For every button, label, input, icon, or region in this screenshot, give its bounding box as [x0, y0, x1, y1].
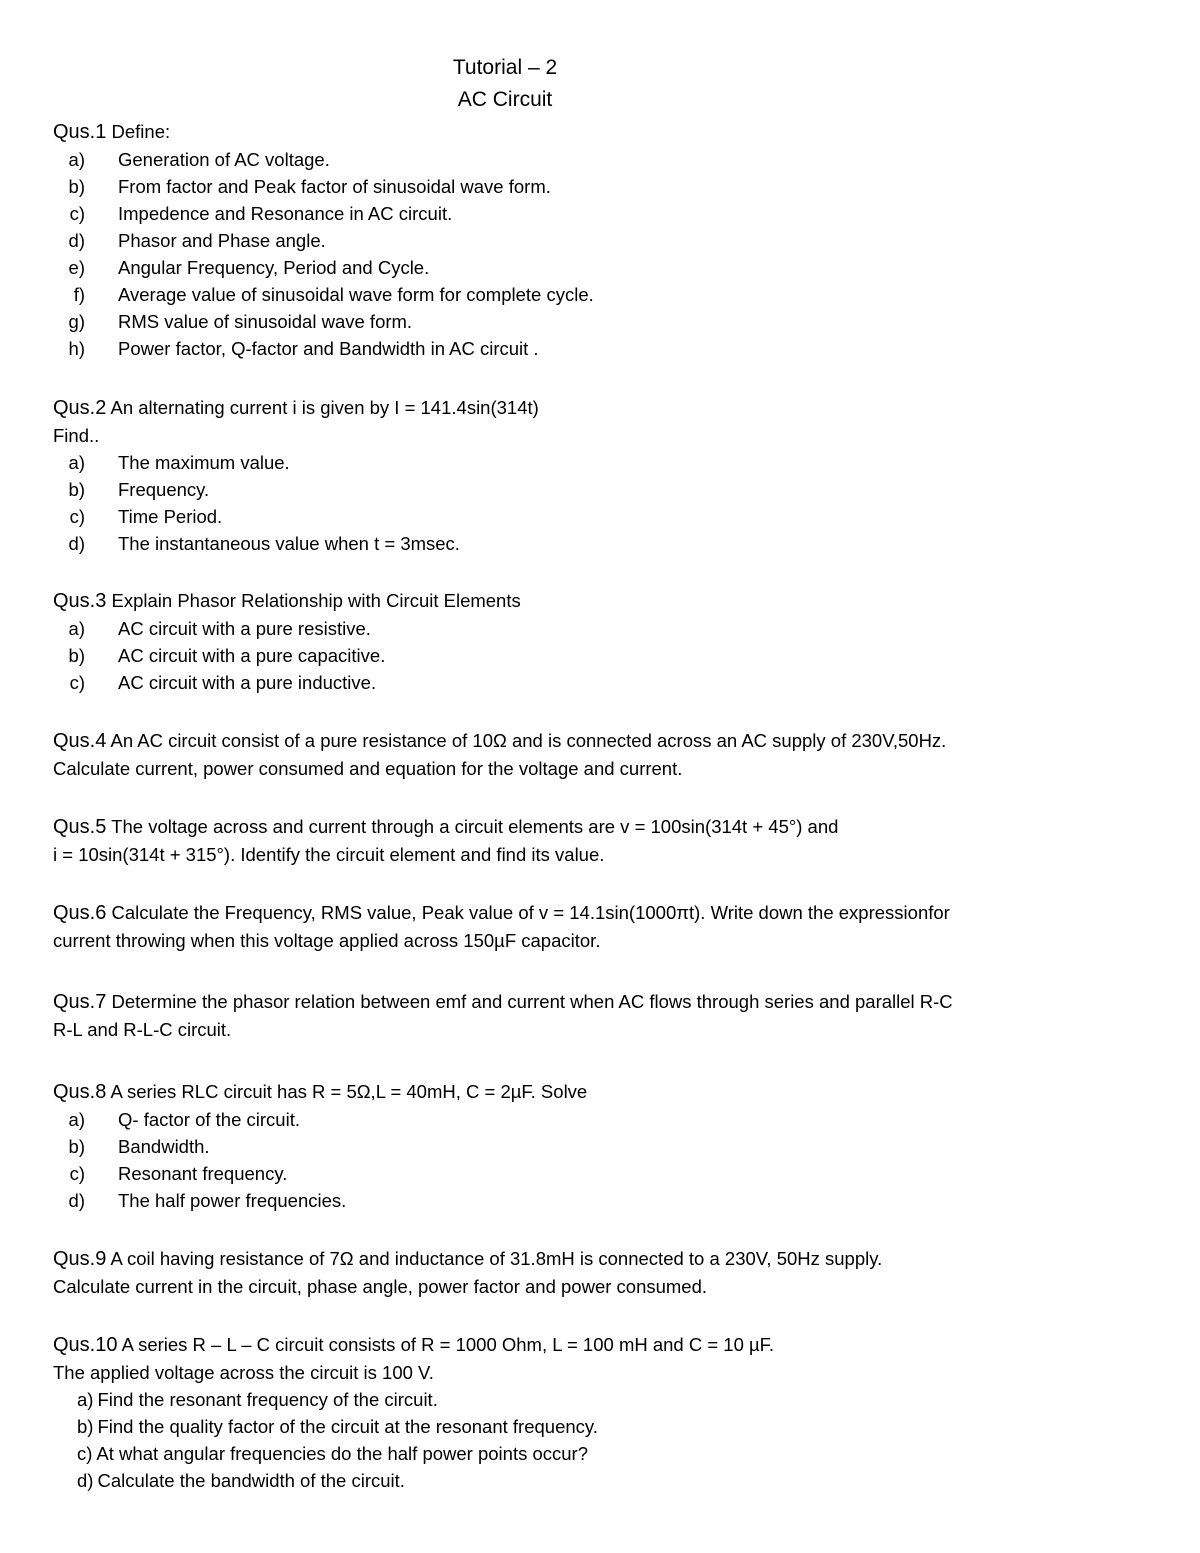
question-number: Qus.5	[53, 816, 107, 838]
list-item: g) RMS value of sinusoidal wave form.	[68, 311, 413, 332]
list-item: a) Generation of AC voltage.	[68, 149, 330, 170]
question-text-line2: Calculate current, power consumed and equation for the voltage and current.	[53, 758, 683, 779]
question-number: Qus.6	[53, 902, 107, 924]
question-number: Qus.9	[53, 1248, 107, 1270]
list-item: a) Find the resonant frequency of the circuit.	[77, 1389, 438, 1410]
question-number: Qus.4	[53, 730, 107, 752]
question-text: Determine the phasor relation between emf and current when AC flows through series and parallel R-C	[111, 991, 953, 1012]
question-text: A series RLC circuit has R = 5Ω,L = 40mH, C = 2µF. Solve	[110, 1081, 588, 1102]
list-item: h) Power factor, Q-factor and Bandwidth in AC circuit .	[68, 338, 539, 359]
question-text-line2: R-L and R-L-C circuit.	[53, 1019, 232, 1040]
list-item: f) Average value of sinusoidal wave form for complete cycle.	[73, 284, 594, 305]
list-item: d) The half power frequencies.	[68, 1190, 347, 1211]
question-text-line2: current throwing when this voltage applied across 150µF capacitor.	[53, 930, 601, 951]
sub-question-list	[53, 146, 1133, 362]
question-text: Define:	[111, 121, 171, 142]
list-item: c) AC circuit with a pure inductive.	[69, 672, 377, 693]
question-text-line2: Find..	[53, 425, 100, 446]
question-number: Qus.2	[53, 397, 107, 419]
list-item: b) Bandwidth.	[68, 1136, 210, 1157]
list-item: b) Frequency.	[68, 479, 210, 500]
list-item: e) Angular Frequency, Period and Cycle.	[68, 257, 430, 278]
list-item: c) Resonant frequency.	[69, 1163, 288, 1184]
question-2	[53, 394, 1133, 557]
question-6	[53, 899, 1133, 954]
question-3	[53, 587, 1133, 696]
question-9	[53, 1245, 1133, 1300]
sub-question-list	[53, 615, 1133, 696]
question-5	[53, 813, 1133, 868]
question-text-line2: Calculate current in the circuit, phase angle, power factor and power consumed.	[53, 1276, 708, 1297]
list-item: b) Find the quality factor of the circuit at the resonant frequency.	[77, 1416, 598, 1437]
question-4	[53, 727, 1133, 782]
question-text: An alternating current i is given by I = 141.4sin(314t)	[110, 397, 539, 418]
question-1	[53, 118, 1133, 362]
list-item: d) The instantaneous value when t = 3msec.	[68, 533, 460, 554]
question-number: Qus.7	[53, 991, 107, 1013]
list-item: c) Time Period.	[69, 506, 223, 527]
list-item: a) The maximum value.	[68, 452, 290, 473]
question-text: Explain Phasor Relationship with Circuit Elements	[111, 590, 521, 611]
list-item: d) Calculate the bandwidth of the circuit.	[77, 1470, 405, 1491]
question-text: The voltage across and current through a circuit elements are v = 100sin(314t + 45°) and	[111, 816, 839, 837]
page-subtitle: AC Circuit	[457, 88, 553, 111]
list-item: a) AC circuit with a pure resistive.	[68, 618, 371, 639]
question-number: Qus.1	[53, 121, 107, 143]
list-item: d) Phasor and Phase angle.	[68, 230, 326, 251]
sub-question-list	[53, 1386, 1133, 1494]
page-title: Tutorial – 2	[452, 56, 558, 79]
list-item: b) AC circuit with a pure capacitive.	[68, 645, 386, 666]
question-7	[53, 988, 1133, 1043]
question-number: Qus.10	[53, 1334, 118, 1356]
list-item: b) From factor and Peak factor of sinusoidal wave form.	[68, 176, 551, 197]
sub-question-list	[53, 449, 1133, 557]
question-number: Qus.8	[53, 1081, 107, 1103]
question-text: A series R – L – C circuit consists of R = 1000 Ohm, L = 100 mH and C = 10 µF.	[121, 1334, 775, 1355]
list-item: a) Q- factor of the circuit.	[68, 1109, 300, 1130]
question-text: Calculate the Frequency, RMS value, Peak value of v = 14.1sin(1000πt). Write down the expressionfor	[111, 902, 950, 923]
question-text-line2: i = 10sin(314t + 315°). Identify the circuit element and find its value.	[53, 844, 605, 865]
question-10	[53, 1331, 1133, 1494]
list-item: c) Impedence and Resonance in AC circuit.	[69, 203, 453, 224]
question-text-line2: The applied voltage across the circuit is 100 V.	[53, 1362, 434, 1383]
question-8	[53, 1078, 1133, 1214]
question-text: An AC circuit consist of a pure resistance of 10Ω and is connected across an AC supply of 230V,50Hz.	[110, 730, 947, 751]
list-item: c) At what angular frequencies do the half power points occur?	[77, 1443, 588, 1464]
question-number: Qus.3	[53, 590, 107, 612]
question-text: A coil having resistance of 7Ω and inductance of 31.8mH is connected to a 230V, 50Hz supply.	[110, 1248, 883, 1269]
sub-question-list	[53, 1106, 1133, 1214]
